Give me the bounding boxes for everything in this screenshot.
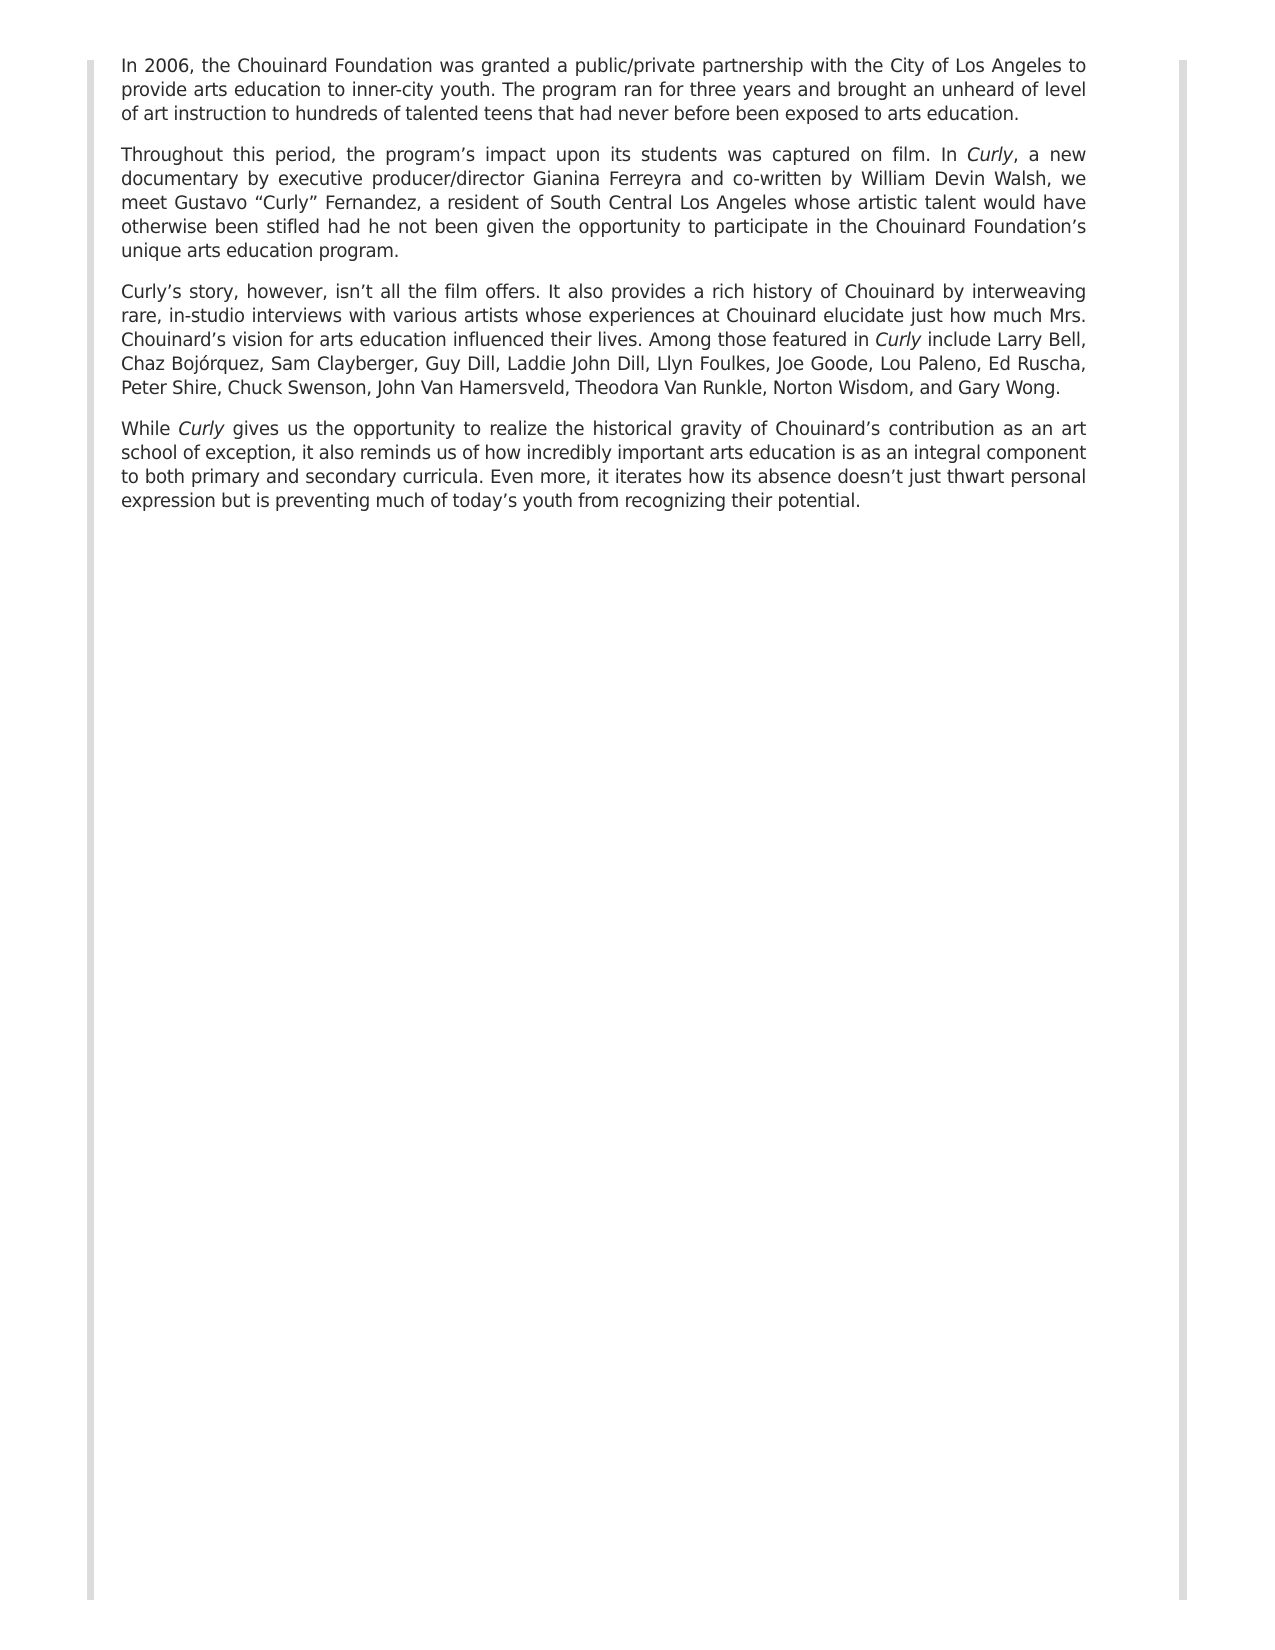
paragraph-text: , a new documentary by executive producer/director Gianina Ferreyra and co-written by William Devin Walsh, we meet Gustavo “Curly” Fernandez, a resident of South Central Los Angeles whose artistic talent would have otherwise been stifled had he not been given the opportunity to participate in the Chouinard Foundation’s unique arts education program. (121, 145, 1086, 262)
paragraph-text: gives us the opportunity to realize the historical gravity of Chouinard’s contribution as an art school of exception, it also reminds us of how incredibly important arts education is as an integral component to both primary and secondary curricula. Even more, it iterates how its absence doesn’t just thwart personal expression but is preventing much of today’s youth from recognizing their potential. (121, 419, 1086, 512)
paragraph-text: While (121, 419, 179, 441)
film-title: Curly (875, 329, 922, 351)
left-margin-bar (87, 60, 94, 1600)
paragraph-4 (121, 418, 1086, 513)
paragraph-3 (121, 281, 1086, 400)
film-title: Curly (178, 419, 225, 441)
paragraph-text: Curly’s story, however, isn’t all the film offers. It also provides a rich history of Chouinard by interweaving rare, in-studio interviews with various artists whose experiences at Chouinard elucidate just how much Mrs. Chouinard’s vision for arts education influenced their lives. Among those featured in (121, 282, 1086, 351)
film-title: Curly (967, 145, 1013, 167)
paragraph-text: include Larry Bell, Chaz Bojórquez, Sam Clayberger, Guy Dill, Laddie John Dill, Llyn Foulkes, Joe Goode, Lou Paleno, Ed Ruscha, Peter Shire, Chuck Swenson, John Van Hamersveld, Theodora Van Runkle, Norton Wisdom, and Gary Wong. (121, 329, 1087, 399)
document-body (121, 55, 1086, 532)
paragraph-text: Throughout this period, the program’s impact upon its students was captured on film. In (121, 145, 968, 167)
right-margin-bar (1179, 60, 1187, 1600)
paragraph-2 (121, 144, 1086, 263)
paragraph-text: In 2006, the Chouinard Foundation was granted a public/private partnership with the City of Los Angeles to provide arts education to inner-city youth. The program ran for three years and brought an unheard of level of art instruction to hundreds of talented teens that had never before been exposed to arts education. (121, 56, 1086, 125)
paragraph-1 (121, 55, 1086, 126)
